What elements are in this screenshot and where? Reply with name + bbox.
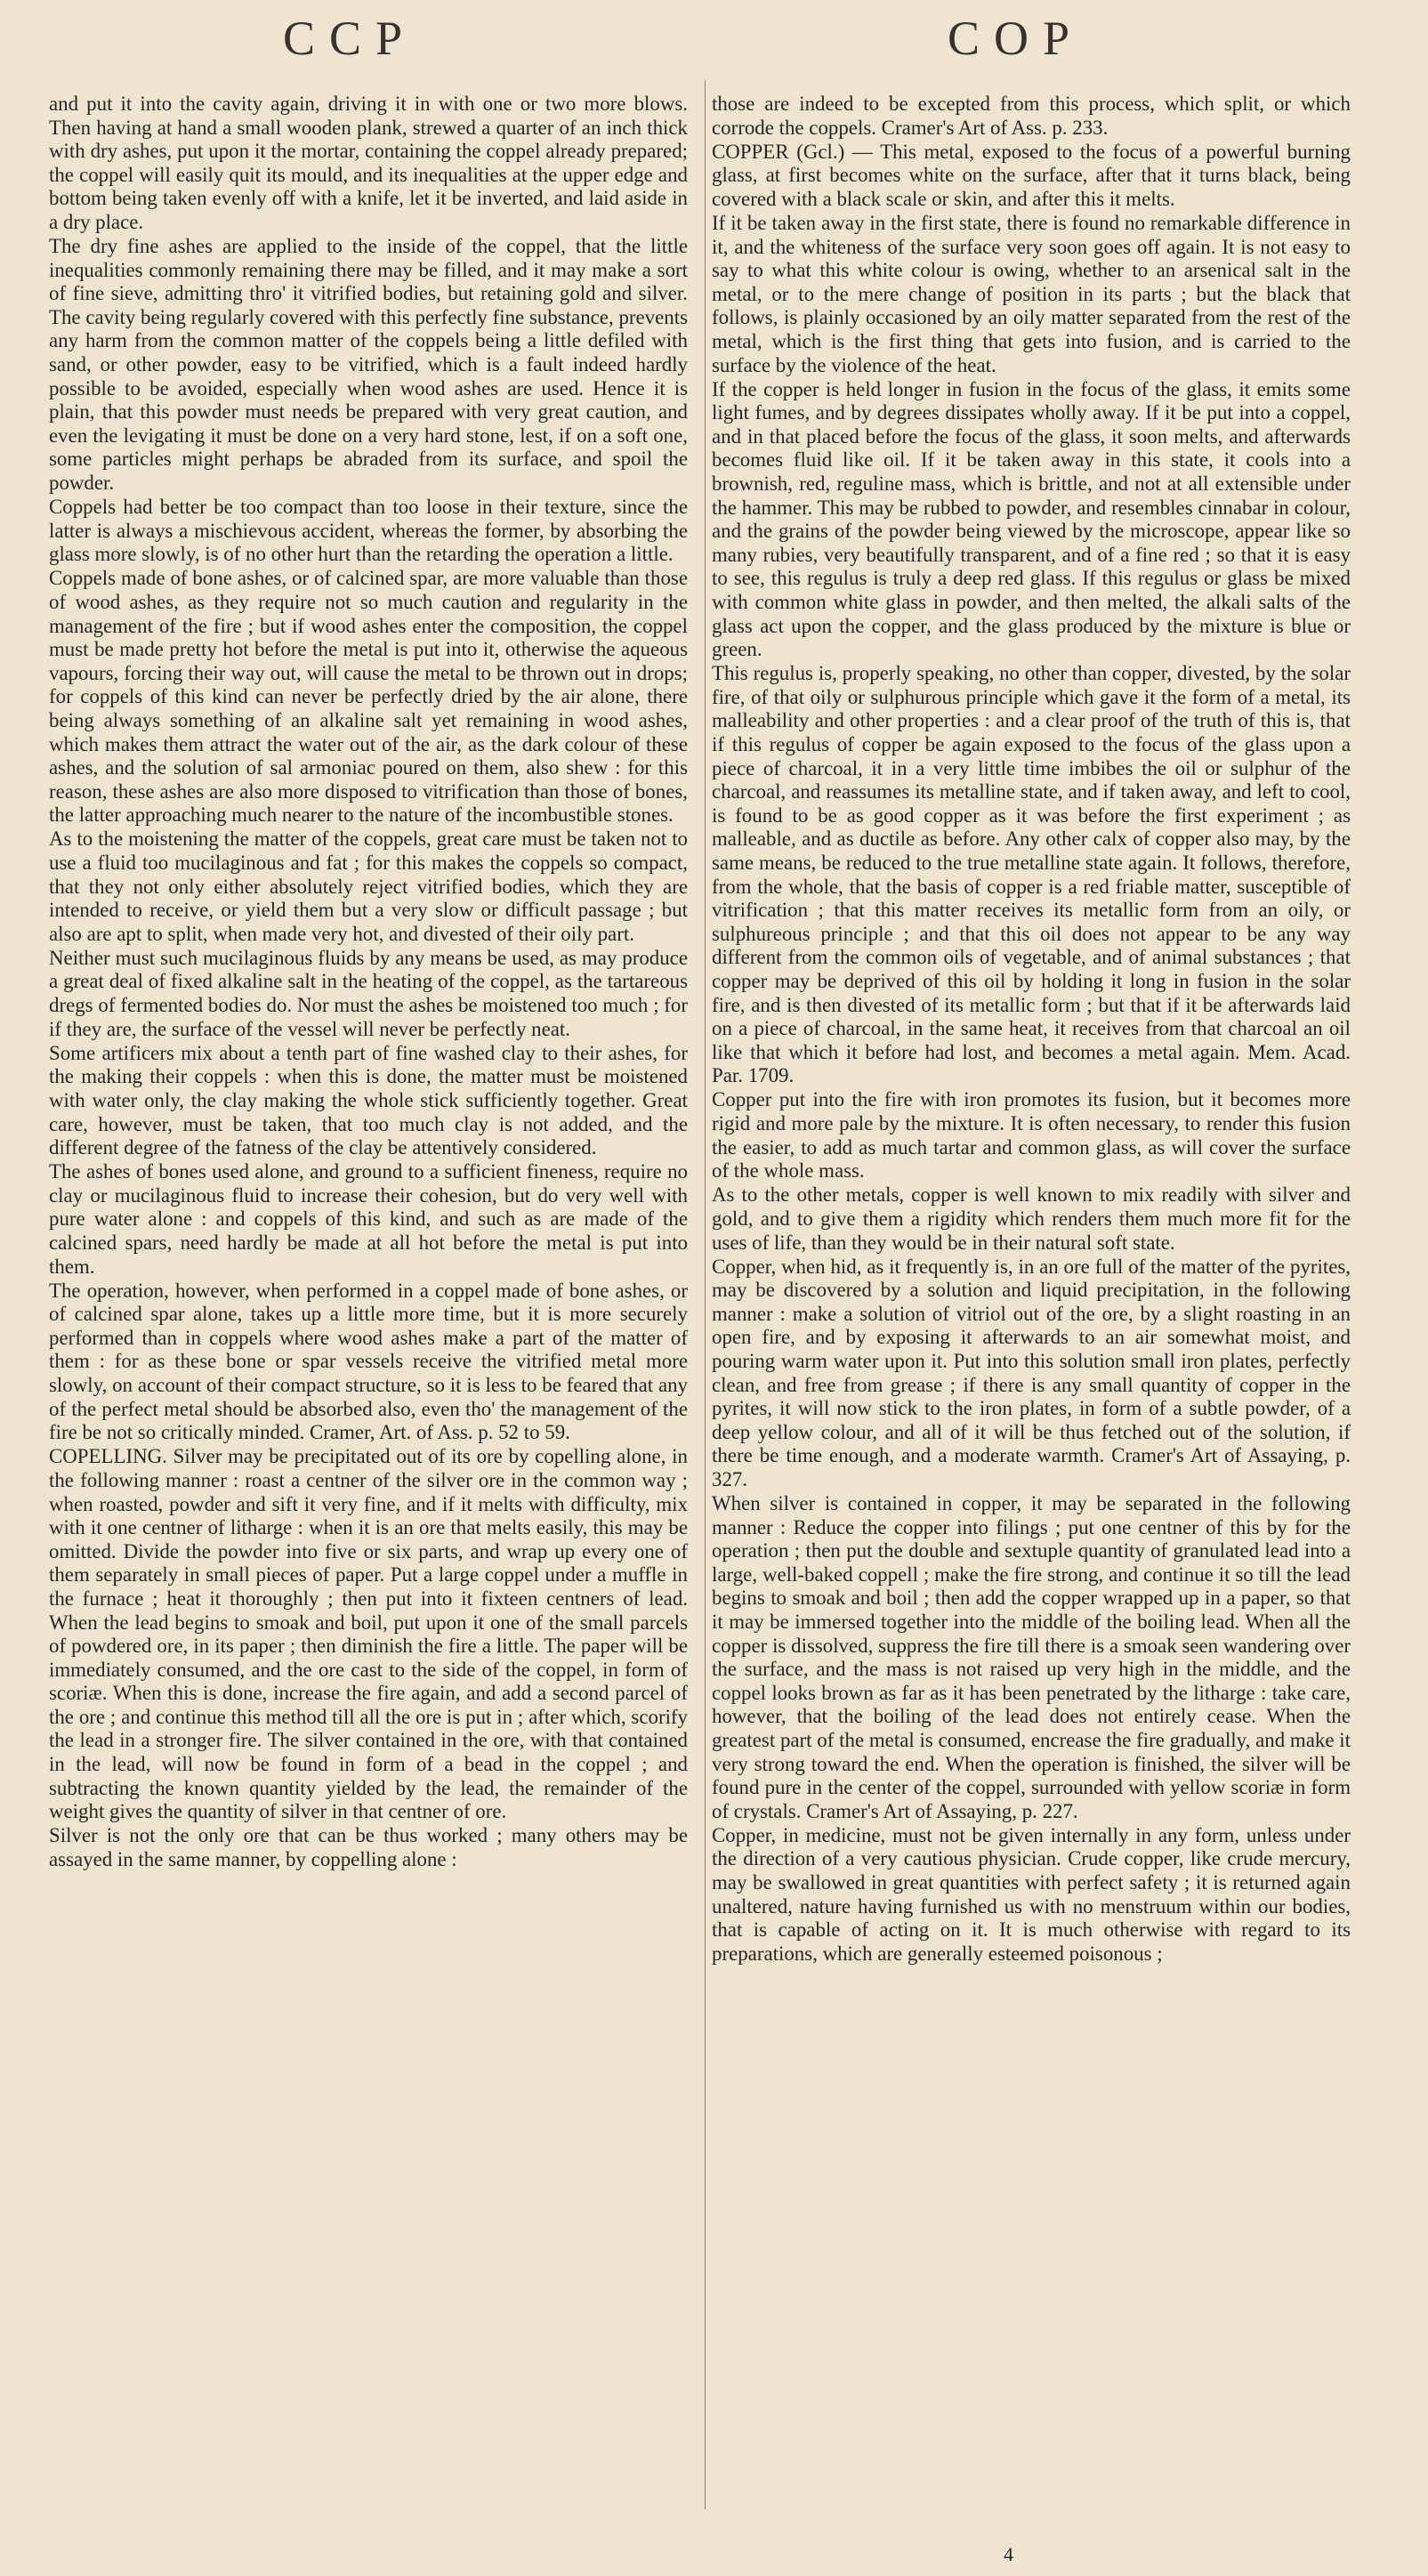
paragraph: Copper put into the fire with iron promotes its fusion, but it becomes more rigid and more pale by the mixture. It is often necessary, to render this fusion the easier, to add as much tartar and common glass, as will cover the surface of the whole mass. bbox=[712, 1088, 1351, 1183]
running-head-right: COP bbox=[948, 12, 1085, 65]
paragraph: The dry fine ashes are applied to the inside of the coppel, that the little inequalities commonly remaining there may be filled, and it may make a sort of fine sieve, admitting thro' it vitrified bodies, but retaining gold and silver. The cavity being regularly covered with this perfectly fine substance, prevents any harm from the common matter of the coppels being a little defiled with sand, or other powder, easy to be vitrified, which is a fault indeed hardly possible to be avoided, especially when wood ashes are used. Hence it is plain, that this powder must needs be prepared with very great caution, and even the levigating it must be done on a very hard stone, lest, if on a soft one, some particles might perhaps be abraded from its surface, and spoil the powder. bbox=[49, 235, 688, 494]
paragraph: The ashes of bones used alone, and ground to a sufficient fineness, require no clay or mucilaginous fluid to increase their cohesion, but do very well with pure water alone : and coppels of this kind, and such as are made of the calcined spars, need hardly be made at all hot before the metal is put into them. bbox=[49, 1160, 688, 1278]
paragraph: Copper, in medicine, must not be given internally in any form, unless under the direction of a very cautious physician. Crude copper, like crude mercury, may be swallowed in great quantities with perfect safety ; it is returned again unaltered, nature having furnished us with no menstruum within our bodies, that is capable of acting on it. It is much otherwise with regard to its preparations, which are generally esteemed poisonous ; bbox=[712, 1823, 1351, 1965]
paragraph: those are indeed to be excepted from this process, which split, or which corrode the coppels. Cramer's Art of Ass. p. 233. bbox=[712, 93, 1351, 139]
paragraph: If the copper is held longer in fusion in the focus of the glass, it emits some light fumes, and by degrees dissipates wholly away. If it be put into a coppel, and in that placed before the focus of the glass, it soon melts, and afterwards becomes fluid like oil. If it be taken away in this state, it cools into a brownish, red, reguline mass, which is brittle, and not at all extensible under the hammer. This may be rubbed to powder, and resembles cinnabar in colour, and the grains of the powder being viewed by the microscope, appear like so many rubies, very beautifully transparent, and of a fine red ; so that it is easy to see, this regulus is truly a deep red glass. If this regulus or glass be mixed with common white glass in powder, and then melted, the alkali salts of the glass act upon the copper, and the glass produced by the mixture is blue or green. bbox=[712, 377, 1351, 661]
paragraph: Neither must such mucilaginous fluids by any means be used, as may produce a great deal of fixed alkaline salt in the heating of the coppel, as the tartareous dregs of fermented bodies do. Nor must the ashes be moistened too much ; for if they are, the surface of the vessel will never be perfectly neat. bbox=[49, 946, 688, 1040]
paragraph: and put it into the cavity again, driving it in with one or two more blows. Then having at hand a small wooden plank, strewed a quarter of an inch thick with dry ashes, put upon it the mortar, containing the coppel already prepared; the coppel will easily quit its mould, and its inequalities at the upper edge and bottom being taken evenly off with a knife, let it be inverted, and laid aside in a dry place. bbox=[49, 93, 688, 233]
paragraph: This regulus is, properly speaking, no other than copper, divested, by the solar fire, of that oily or sulphurous principle which gave it the form of a metal, its malleability and other properties : and a clear proof of the truth of this is, that if this regulus of copper be again exposed to the focus of the glass upon a piece of charcoal, it in a very little time imbibes the oil or sulphur of the charcoal, and reassumes its metalline state, and if taken away, and left to cool, is found to be as good copper as it was before the first experiment ; as malleable, and as ductile as before. Any other calx of copper also may, by the same means, be reduced to the true metalline state again. It follows, therefore, from the whole, that the basis of copper is a red friable matter, susceptible of vitrification ; that this matter receives its metallic form from an oily, or sulphureous principle ; and that this oil does not appear to be any way different from the common oils of vegetable, and of animal substances ; that copper may be deprived of this oil by holding it long in fusion in the solar fire, and is then divested of its metallic form ; but that if it be afterwards laid on a piece of charcoal, in the same heat, it receives from that charcoal an oil like that which it before had lost, and becomes a metal again. Mem. Acad. Par. 1709. bbox=[712, 662, 1351, 1087]
paragraph-copper-entry: COPPER (Gcl.) — This metal, exposed to the focus of a powerful burning glass, at first becomes white on the surface, after that it turns black, being covered with a black scale or skin, and after this it melts. bbox=[712, 140, 1351, 210]
column-divider bbox=[705, 80, 706, 2509]
text-column-left bbox=[49, 93, 688, 1872]
page-number: 4 bbox=[1004, 2543, 1013, 2565]
paragraph: Copper, when hid, as it frequently is, in an ore full of the matter of the pyrites, may be discovered by a solution and liquid precipitation, in the following manner : make a solution of vitriol out of the ore, by a slight roasting in an open fire, and by exposing it afterwards to an air somewhat moist, and pouring warm water upon it. Put into this solution small iron plates, perfectly clean, and free from grease ; if there is any small quantity of copper in the pyrites, it will now stick to the iron plates, in form of a subtle powder, of a deep yellow colour, and all of it will be thus fetched out of the solution, if there be time enough, and a moderate warmth. Cramer's Art of Assaying, p. 327. bbox=[712, 1255, 1351, 1490]
paragraph: When silver is contained in copper, it may be separated in the following manner : Reduce the copper into filings ; put one centner of this by for the operation ; then put the double and sextuple quantity of granulated lead into a large, well-baked coppell ; make the fire strong, and continue it so till the lead begins to smoak and boil ; then add the copper wrapped up in a paper, so that it may be immersed together into the middle of the boiling lead. When all the copper is dissolved, suppress the fire till there is a smoak seen wandering over the surface, and the mass is not raised up very high in the middle, and the coppel looks brown as far as it has been penetrated by the litharge : take care, however, that the boiling of the lead does not entirely cease. When the greatest part of the metal is consumed, encrease the fire gradually, and make it very strong toward the end. When the operation is finished, the silver will be found pure in the center of the coppel, surrounded with yellow scoriæ in form of crystals. Cramer's Art of Assaying, p. 227. bbox=[712, 1492, 1351, 1822]
paragraph: Coppels made of bone ashes, or of calcined spar, are more valuable than those of wood ashes, as they require not so much caution and regularity in the management of the fire ; but if wood ashes enter the composition, the coppel must be made pretty hot before the metal is put into it, otherwise the aqueous vapours, forcing their way out, will cause the metal to be thrown out in drops; for coppels of this kind can never be perfectly dried by the air alone, there being always something of an alkaline salt yet remaining in wood ashes, which makes them attract the water out of the air, as the dark colour of these ashes, and the solution of sal armoniac poured on them, also shew : for this reason, these ashes are also more disposed to vitrification than those of bones, the latter approaching much nearer to the nature of the incombustible stones. bbox=[49, 567, 688, 827]
paragraph: Coppels had better be too compact than too loose in their texture, since the latter is always a mischievous accident, whereas the former, by absorbing the glass more slowly, is of no other hurt than the retarding the operation a little. bbox=[49, 496, 688, 566]
paragraph: As to the moistening the matter of the coppels, great care must be taken not to use a fluid too mucilaginous and fat ; for this makes the coppels so compact, that they not only either absolutely reject vitrified bodies, which they are intended to receive, or yield them but a very slow or difficult passage ; but also are apt to split, when made very hot, and divested of their oily part. bbox=[49, 828, 688, 945]
paragraph: Some artificers mix about a tenth part of fine washed clay to their ashes, for the making their coppels : when this is done, the matter must be moistened with water only, the clay making the whole stick sufficiently together. Great care, however, must be taken, that too much clay is not added, and the different degree of the fatness of the clay be attentively considered. bbox=[49, 1041, 688, 1159]
paragraph-copelling-entry: COPELLING. Silver may be precipitated out of its ore by copelling alone, in the following manner : roast a centner of the silver ore in the common way ; when roasted, powder and sift it very fine, and if it melts with difficulty, mix with it one centner of litharge : when it is an ore that melts easily, this may be omitted. Divide the powder into five or six parts, and wrap up every one of them separately in small pieces of paper. Put a large coppel under a muffle in the furnace ; heat it thoroughly ; then put into it fixteen centners of lead. When the lead begins to smoak and boil, put upon it one of the small parcels of powdered ore, in its paper ; then diminish the fire a little. The paper will be immediately consumed, and the ore cast to the side of the coppel, in form of scoriæ. When this is done, increase the fire again, and add a second parcel of the ore ; and continue this method till all the ore is put in ; after which, scorify the lead in a stronger fire. The silver contained in the ore, with that contained in the lead, will now be found in form of a bead in the coppel ; and subtracting the known quantity yielded by the lead, the remainder of the weight gives the quantity of silver in that centner of ore. bbox=[49, 1445, 688, 1823]
paragraph: As to the other metals, copper is well known to mix readily with silver and gold, and to give them a rigidity which renders them much more fit for the uses of life, than they would be in their natural soft state. bbox=[712, 1183, 1351, 1254]
running-head-left: CCP bbox=[283, 12, 417, 65]
paragraph: Silver is not the only ore that can be thus worked ; many others may be assayed in the same manner, by coppelling alone : bbox=[49, 1824, 688, 1870]
paragraph: The operation, however, when performed in a coppel made of bone ashes, or of calcined spar alone, takes up a little more time, but it is more securely performed than in coppels where wood ashes make a part of the matter of them : for as these bone or spar vessels receive the vitrified metal more slowly, on account of their compact structure, so it is less to be feared that any of the perfect metal should be absorbed also, even tho' the management of the fire be not so critically minded. Cramer, Art. of Ass. p. 52 to 59. bbox=[49, 1279, 688, 1444]
text-column-right bbox=[712, 93, 1351, 1966]
paragraph: If it be taken away in the first state, there is found no remarkable difference in it, and the whiteness of the surface very soon goes off again. It is not easy to say to what this white colour is owing, whether to an arsenical salt in the metal, or to the mere change of position in its parts ; but the black that follows, is plainly occasioned by an oily matter separated from the rest of the metal, which is the first thing that gets into fusion, and is carried to the surface by the violence of the heat. bbox=[712, 211, 1351, 376]
